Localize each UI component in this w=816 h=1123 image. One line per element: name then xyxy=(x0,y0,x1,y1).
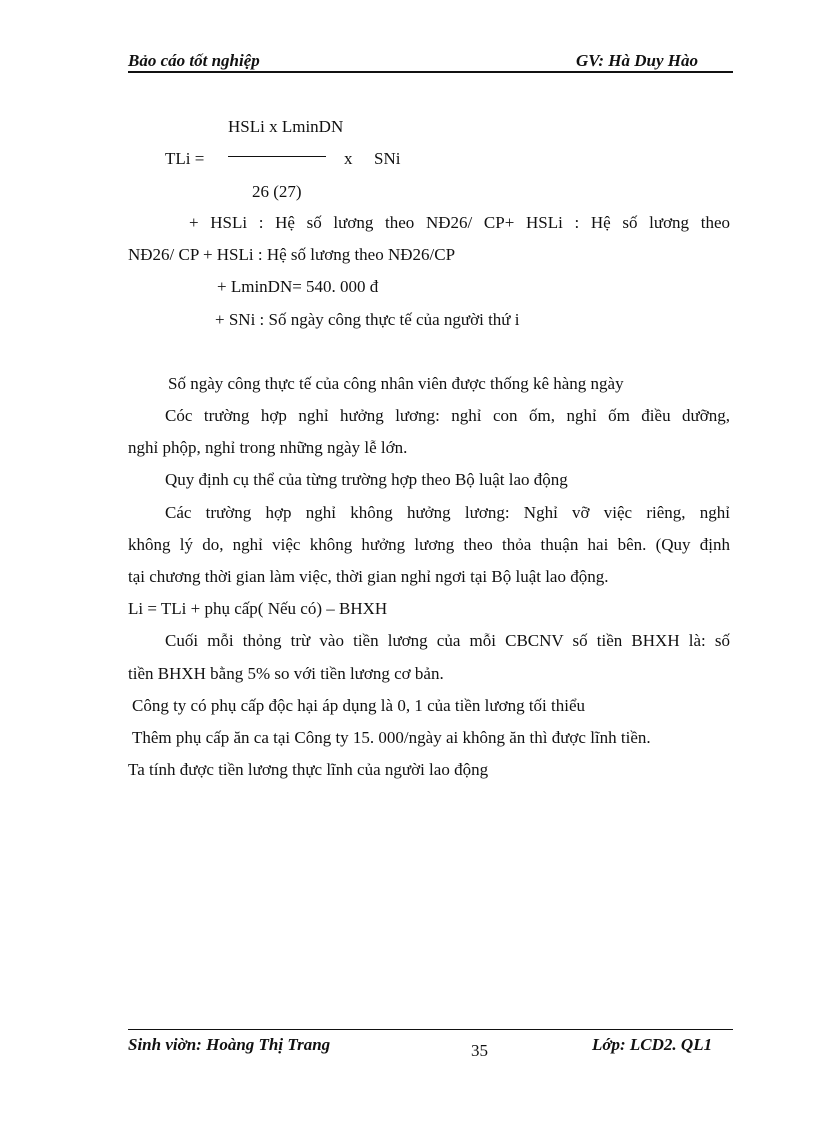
paragraph-5: Li = TLi + phụ cấp( Nếu có) – BHXH xyxy=(128,599,388,618)
header-right: GV: Hà Duy Hào xyxy=(576,51,698,70)
footer-right: Lớp: LCD2. QL1 xyxy=(592,1035,713,1054)
formula-times: x xyxy=(344,149,353,168)
definition-line-4: + SNi : Số ngày công thực tế của người thứ i xyxy=(215,310,520,329)
paragraph-3: Quy định cụ thể của từng trường hợp theo Bộ luật lao động xyxy=(165,470,568,489)
definition-line-2: NĐ26/ CP + HSLi : Hệ số lương theo NĐ26/CP xyxy=(128,245,456,264)
formula-factor: SNi xyxy=(374,149,401,168)
paragraph-2-line-2: nghỉ phộp, nghỉ trong những ngày lễ lớn. xyxy=(128,438,408,457)
paragraph-6-line-2: tiền BHXH bằng 5% so với tiền lương cơ bản. xyxy=(128,664,444,683)
formula-lhs: TLi = xyxy=(165,149,205,168)
fraction-bar xyxy=(228,156,326,157)
formula-numerator: HSLi x LminDN xyxy=(228,117,344,136)
page-number: 35 xyxy=(471,1041,488,1060)
paragraph-1: Số ngày công thực tế của công nhân viên được thống kê hàng ngày xyxy=(168,374,624,393)
formula-denominator: 26 (27) xyxy=(252,182,302,201)
footer-left: Sinh viờn: Hoàng Thị Trang xyxy=(128,1035,331,1054)
paragraph-4-line-2: không lý do, nghỉ việc không hưởng lương theo thỏa thuận hai bên. (Quy định xyxy=(128,535,730,554)
paragraph-4-line-3: tại chương thời gian làm việc, thời gian nghỉ ngơi tại Bộ luật lao động. xyxy=(128,567,609,586)
paragraph-6-line-1: Cuối mỗi thỏng trừ vào tiền lương của mỗi CBCNV số tiền BHXH là: số xyxy=(165,631,730,650)
paragraph-4-line-1: Các trường hợp nghỉ không hưởng lương: Nghỉ vỡ việc riêng, nghỉ xyxy=(165,503,730,522)
definition-line-3: + LminDN= 540. 000 đ xyxy=(217,277,379,296)
paragraph-9: Ta tính được tiền lương thực lĩnh của người lao động xyxy=(128,760,489,779)
header-rule xyxy=(128,71,733,73)
footer-rule xyxy=(128,1029,733,1030)
paragraph-2-line-1: Cóc trường hợp nghỉ hưởng lương: nghỉ con ốm, nghỉ ốm điều dưỡng, xyxy=(165,406,730,425)
paragraph-7: Công ty có phụ cấp độc hại áp dụng là 0, 1 của tiền lương tối thiểu xyxy=(132,696,586,715)
definition-line-1: + HSLi : Hệ số lương theo NĐ26/ CP+ HSLi : Hệ số lương theo xyxy=(189,213,730,232)
header-left: Bảo cáo tốt nghiệp xyxy=(128,51,260,70)
paragraph-8: Thêm phụ cấp ăn ca tại Công ty 15. 000/ngày ai không ăn thì được lĩnh tiền. xyxy=(132,728,651,747)
